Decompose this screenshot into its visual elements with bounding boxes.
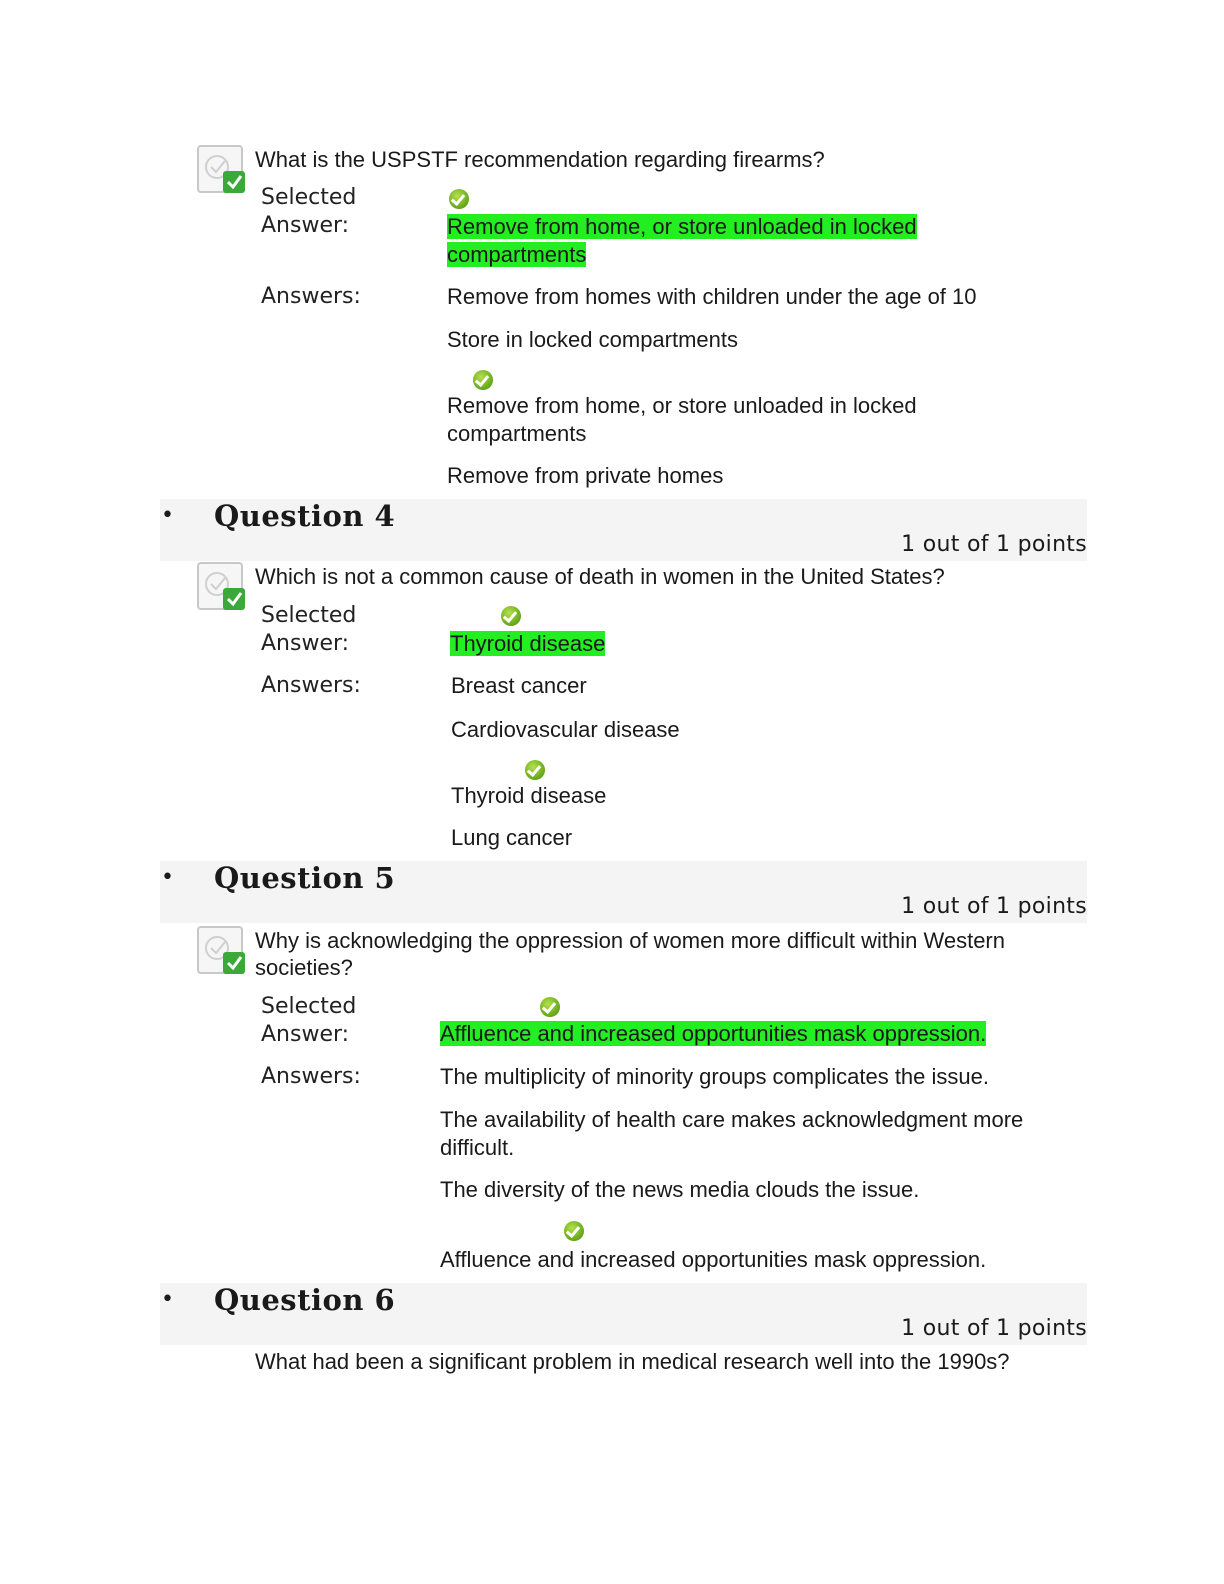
- question-text: What is the USPSTF recommendation regarding firearms?: [255, 147, 825, 172]
- answers-label: Answers:: [261, 284, 361, 309]
- answer-option: Store in locked compartments: [447, 327, 739, 352]
- graded-question-icon: [197, 145, 247, 195]
- correct-check-icon: [540, 997, 560, 1017]
- graded-question-icon: [197, 926, 247, 976]
- correct-check-icon: [473, 370, 493, 390]
- question-title: Question 6: [214, 1283, 396, 1317]
- selected-answer: Affluence and increased opportunities mask oppression.: [440, 1021, 987, 1046]
- answer-option: Remove from homes with children under the age of 10: [447, 284, 977, 309]
- answer-option: Breast cancer: [451, 673, 587, 698]
- answer-option: The diversity of the news media clouds the issue.: [440, 1177, 920, 1202]
- question-title: Question 4: [214, 499, 396, 533]
- answers-label: Answers:: [261, 673, 361, 698]
- answer-option: Lung cancer: [451, 825, 573, 850]
- question-points: 1 out of 1 points: [901, 532, 1087, 557]
- correct-check-icon: [564, 1221, 584, 1241]
- correct-check-icon: [449, 189, 469, 209]
- selected-label: Selected Answer:: [261, 994, 357, 1047]
- answer-option: Affluence and increased opportunities mask oppression.: [440, 1247, 987, 1272]
- answer-option: Remove from private homes: [447, 463, 724, 488]
- question-text: Why is acknowledging the oppression of women more difficult within Western societies?: [255, 928, 1005, 980]
- selected-label: Selected Answer:: [261, 603, 357, 656]
- question-points: 1 out of 1 points: [901, 1316, 1087, 1341]
- question-text: Which is not a common cause of death in women in the United States?: [255, 564, 945, 589]
- selected-answer: Remove from home, or store unloaded in locked compartments: [447, 214, 917, 267]
- correct-check-icon: [501, 606, 521, 626]
- question-title: Question 5: [214, 861, 396, 895]
- correct-check-icon: [525, 760, 545, 780]
- answers-label: Answers:: [261, 1064, 361, 1089]
- answer-option: Thyroid disease: [451, 783, 607, 808]
- answer-option: The multiplicity of minority groups complicates the issue.: [440, 1064, 989, 1089]
- answer-option: Remove from home, or store unloaded in locked compartments: [447, 393, 917, 446]
- list-bullet: •: [161, 865, 174, 890]
- selected-answer: Thyroid disease: [450, 631, 606, 656]
- question-text: What had been a significant problem in medical research well into the 1990s?: [255, 1349, 1010, 1374]
- graded-question-icon: [197, 562, 247, 612]
- list-bullet: •: [161, 503, 174, 528]
- answer-option: Cardiovascular disease: [451, 717, 680, 742]
- answer-option: The availability of health care makes acknowledgment more difficult.: [440, 1107, 1024, 1160]
- question-points: 1 out of 1 points: [901, 894, 1087, 919]
- selected-label: Selected Answer:: [261, 185, 357, 238]
- list-bullet: •: [161, 1287, 174, 1312]
